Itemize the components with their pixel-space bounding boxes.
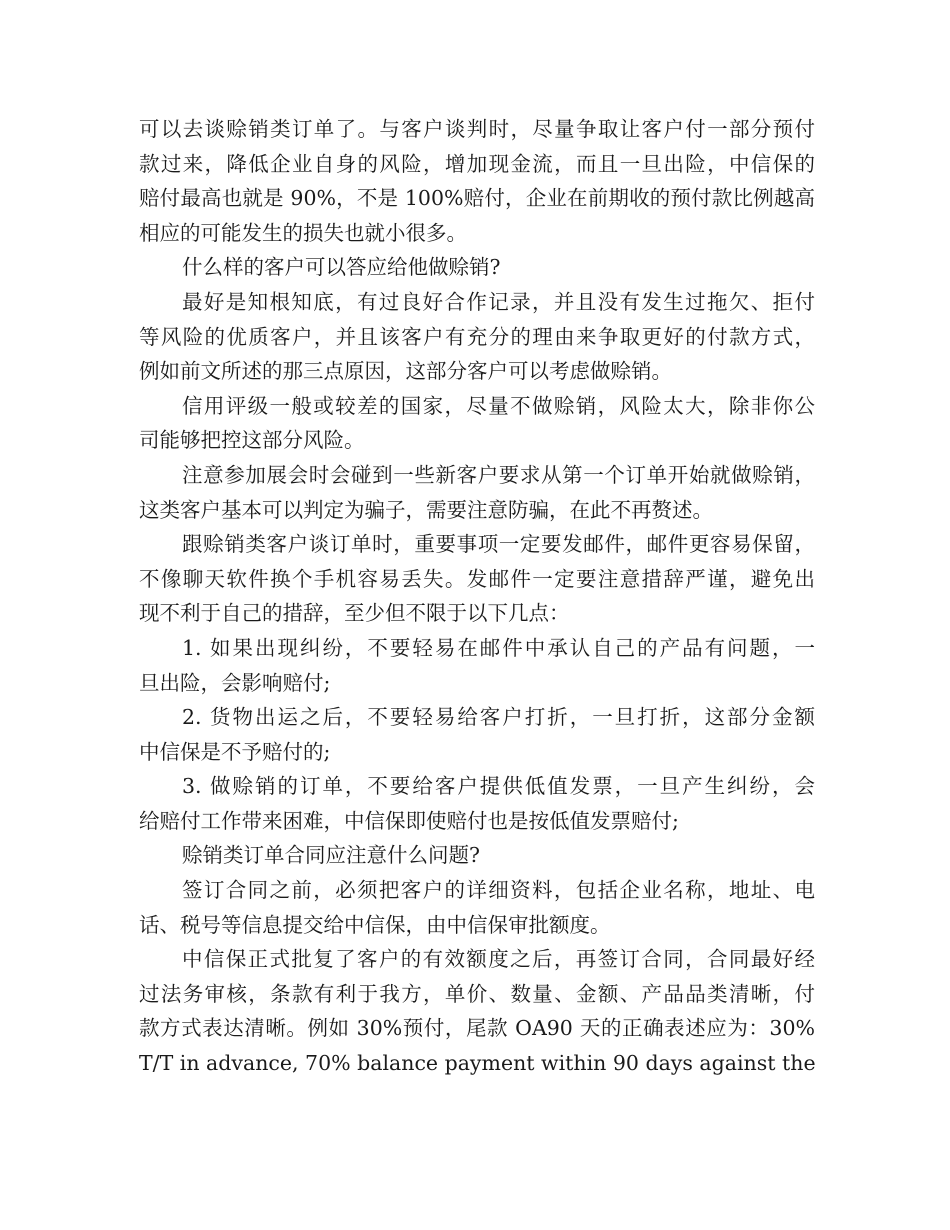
text-line: 信用评级一般或较差的国家，尽量不做赊销，风险太大，除非你公 xyxy=(182,393,815,418)
text-line: 签订合同之前，必须把客户的详细资料，包括企业名称，地址、电 xyxy=(182,878,815,903)
text-line: 可以去谈赊销类订单了。与客户谈判时，尽量争取让客户付一部分预付 xyxy=(139,117,815,141)
text-line: 跟赊销类客户谈订单时，重要事项一定要发邮件，邮件更容易保留， xyxy=(182,532,815,557)
text-line: 相应的可能发生的损失也就小很多。 xyxy=(139,220,467,245)
text-line: T/T in advance, 70% balance payment within 90 days against the xyxy=(139,1051,816,1076)
text-line: 中信保正式批复了客户的有效额度之后，再签订合同，合同最好经 xyxy=(182,947,815,972)
text-line: 现不利于自己的措辞，至少但不限于以下几点： xyxy=(139,601,570,626)
text-line: 赊销类订单合同应注意什么问题? xyxy=(182,843,480,868)
text-line: 中信保是不予赔付的; xyxy=(139,739,331,764)
text-line: 例如前文所述的那三点原因，这部分客户可以考虑做赊销。 xyxy=(139,359,672,384)
text-line: 过法务审核，条款有利于我方，单价、数量、金额、产品品类清晰，付 xyxy=(139,981,815,1006)
text-line: 1. 如果出现纠纷，不要轻易在邮件中承认自己的产品有问题，一 xyxy=(182,635,815,660)
text-line: 这类客户基本可以判定为骗子，需要注意防骗，在此不再赘述。 xyxy=(139,497,713,522)
text-line: 等风险的优质客户，并且该客户有充分的理由来争取更好的付款方式， xyxy=(139,324,815,349)
text-line: 不像聊天软件换个手机容易丢失。发邮件一定要注意措辞严谨，避免出 xyxy=(139,566,815,591)
text-line: 2. 货物出运之后，不要轻易给客户打折，一旦打折，这部分金额 xyxy=(182,705,815,730)
text-line: 款方式表达清晰。例如 30%预付，尾款 OA90 天的正确表述应为：30% xyxy=(139,1016,815,1041)
text-line: 最好是知根知底，有过良好合作记录，并且没有发生过拖欠、拒付 xyxy=(182,289,815,314)
text-line: 旦出险，会影响赔付; xyxy=(139,670,331,695)
text-line: 给赔付工作带来困难，中信保即使赔付也是按低值发票赔付; xyxy=(139,808,679,833)
text-line: 司能够把控这部分风险。 xyxy=(139,428,365,453)
body-text xyxy=(139,112,815,1081)
text-line: 什么样的客户可以答应给他做赊销? xyxy=(182,255,501,280)
text-line: 注意参加展会时会碰到一些新客户要求从第一个订单开始就做赊销， xyxy=(182,462,815,487)
text-line: 赔付最高也就是 90%，不是 100%赔付，企业在前期收的预付款比例越高 xyxy=(139,186,815,211)
text-line: 话、税号等信息提交给中信保，由中信保审批额度。 xyxy=(139,912,611,937)
text-line: 3. 做赊销的订单，不要给客户提供低值发票，一旦产生纠纷，会 xyxy=(182,774,815,799)
text-line: 款过来，降低企业自身的风险，增加现金流，而且一旦出险，中信保的 xyxy=(139,151,815,176)
